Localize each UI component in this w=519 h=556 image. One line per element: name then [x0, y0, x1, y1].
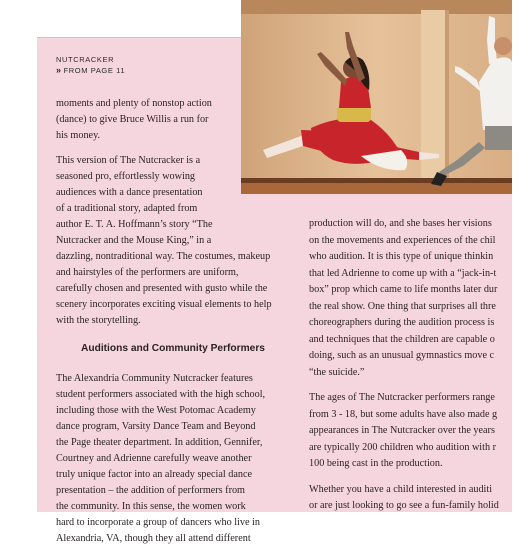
- paragraph: moments and plenty of nonstop action (dance) to give Bruce Willis a run for his money.: [56, 98, 212, 141]
- article-column-2: [309, 216, 519, 524]
- ceiling-strip: [241, 0, 512, 14]
- section-subheading: Auditions and Community Performers: [81, 343, 265, 354]
- paragraph: The Alexandria Community Nutcracker features student performers associated with the high school, including those with the West Potomac Academy dance program, Varsity Dance Team and Beyond the Page theater department. In addition, Gennifer, Courtney and Adrienne carefully weave another truly unique factor into an already special dance presentation – the addition of performers from the community. In this sense, the women work hard to incorporate a group of dancers who live in Alexandria, VA, though they all attend different: [56, 373, 266, 544]
- wall-pillar-edge: [445, 10, 449, 182]
- continued-from-label: FROM PAGE 11: [63, 66, 126, 75]
- continuation-kicker: [56, 55, 125, 76]
- paragraph: production will do, and she bases her visions on the movements and experiences of the chil who audition. It is this type of unique thinkin that led Adrienne to come up with a “jack-in-t box” prop which came to life months later dur the real show. One thing that surprises all thre choreographers during the audition process is and techniques that the children are capable o doing, such as an unusual gymnastics move c “the suicide.”: [309, 218, 498, 378]
- paragraph: Whether you have a child interested in auditi or are just looking to go see a fun-family holid: [309, 483, 499, 511]
- dancers-photo: [241, 0, 512, 194]
- floor: [241, 183, 512, 194]
- double-chevron-right-icon: »: [56, 65, 62, 75]
- paragraph: The ages of The Nutcracker performers range from 3 - 18, but some adults have also made g appearances in The Nutcracker over the years are typically 200 children who audition with r 100 being cast in the production.: [309, 392, 498, 469]
- paragraph: This version of The Nutcracker is a seasoned pro, effortlessly wowing audiences with a dance presentation of a traditional story, adapted from author E. T. A. Hoffmann’s story “The Nutcracker and the Mouse King,” in a dazzling, nontraditional way. The costumes, makeup and hairstyles of the performers are uniform, carefully chosen and presented with gusto while the scenery incorporates exciting visual elements to help with the storytelling.: [56, 155, 272, 326]
- baseboard: [241, 178, 512, 183]
- section-label: NUTCRACKER: [56, 55, 115, 64]
